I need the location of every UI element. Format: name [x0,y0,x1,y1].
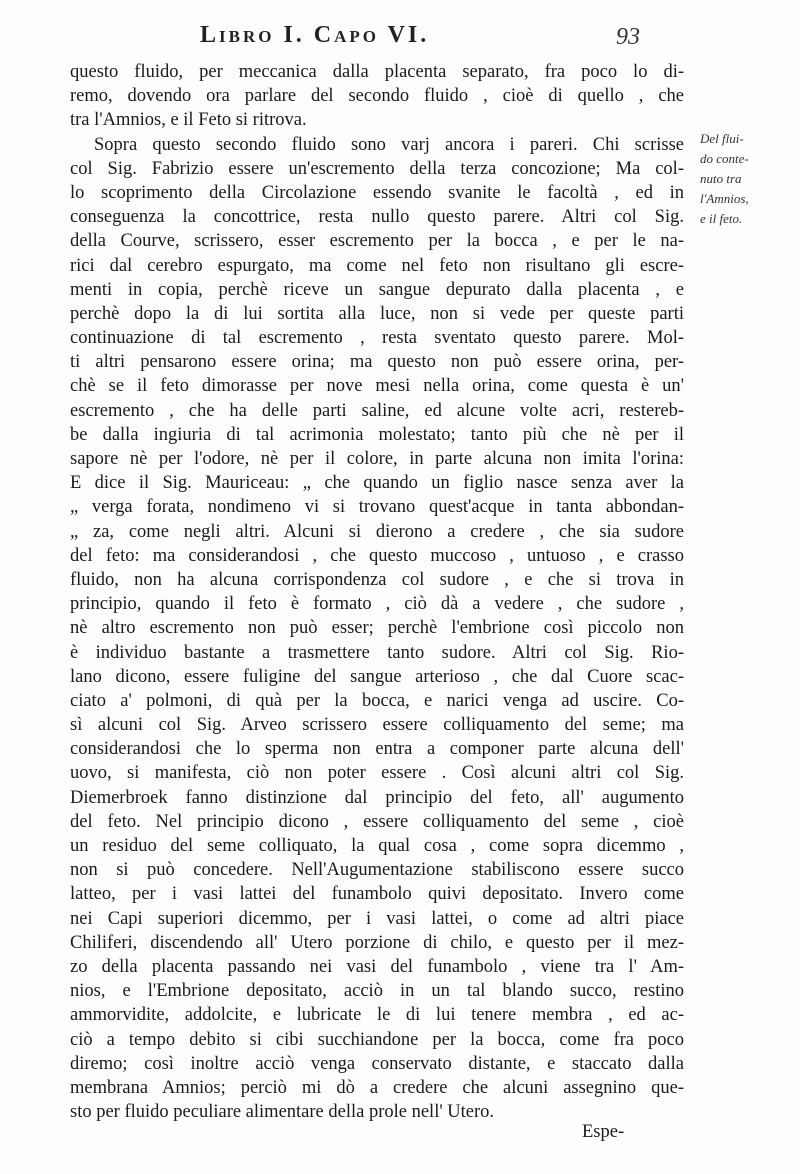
text-line: escremento , che ha delle parti saline, ed alcune volte acri, restereb- [70,400,684,421]
text-line: perchè dopo la di lui sortita alla luce, non si vede per queste parti [70,303,684,324]
text-line: lo scoprimento della Circolazione essendo svanite le facoltà , ed in [70,182,684,203]
text-line: principio, quando il feto è formato , ciò dà a vedere , che sudore , [70,594,684,615]
text-line: lano dicono, essere fuligine del sangue arterioso , che dal Cuore scac- [70,666,684,687]
page-number: 93 [616,24,640,50]
text-line: ti altri pensarono essere orina; ma questo non può essere orina, per- [70,352,684,373]
text-line: sapore nè per l'odore, nè per il colore, in parte alcuna non imita l'orina: [70,449,684,469]
text-line: diremo; così inoltre acciò venga conservato distante, e staccato dalla [70,1053,684,1074]
text-line: Diemerbroek fanno distinzione dal principio del feto, all' augumento [70,787,684,808]
margin-note-line: nuto tra [700,171,742,186]
text-line: questo fluido, per meccanica dalla placenta separato, fra poco lo di- [70,62,684,82]
running-title: Libro I. Capo VI. [200,22,430,48]
text-line: Sopra questo secondo fluido sono varj ancora i pareri. Chi scrisse [94,134,684,155]
margin-note-line: Del flui- [700,131,744,146]
text-line: membrana Amnios; perciò mi dò a credere che alcuni assegnino que- [70,1077,684,1098]
text-line: un residuo del seme colliquato, la qual cosa , come sopra dicemmo , [70,836,684,856]
text-line: non si può concedere. Nell'Augumentazione stabiliscono essere succo [70,860,684,881]
text-line: menti in copia, perchè riceve un sangue depurato dalla placenta , e [70,279,684,300]
text-line: zo della placenta passando nei vasi del funambolo , viene tra l' Am- [70,956,684,977]
main-text [70,60,684,1124]
text-line: della Courve, scrissero, esser escremento per la bocca , e per le na- [70,231,684,252]
text-line: latteo, per i vasi lattei del funambolo quivi depositato. Invero come [70,884,684,905]
text-line: nè altro escremento non può esser; perchè l'embrione così piccolo non [70,618,684,639]
text-line: è individuo bastante a trasmettere tanto sudore. Altri col Sig. Rio- [70,642,684,663]
margin-note-line: do conte- [700,151,749,166]
text-line: Chiliferi, discendendo all' Utero porzione di chilo, e questo per il mez- [70,932,684,953]
text-line: sì alcuni col Sig. Arveo scrissero essere colliquamento del seme; ma [70,715,684,736]
text-line: ammorvidite, addolcite, e lubricate le di lui tenere membra , ed ac- [70,1005,684,1026]
running-header [200,22,640,56]
text-line: remo, dovendo ora parlare del secondo fluido , cioè di quello , che [70,86,684,107]
text-line: sto per fluido peculiare alimentare della prole nell' Utero. [70,1102,495,1123]
text-line: „ verga forata, nondimeno vi si trovano quest'acque in tanta abbondan- [70,497,684,518]
text-line: col Sig. Fabrizio essere un'escremento della terza concozione; Ma col- [70,158,684,179]
text-line: conseguenza la concottrice, resta nullo questo parere. Altri col Sig. [70,207,684,228]
text-line: continuazione di tal escremento , resta sventato questo parere. Mol- [70,328,684,349]
text-line: ciò a tempo debito si cibi succhiandone per la bocca, come fra poco [70,1029,684,1050]
text-line: „ za, come negli altri. Alcuni si dierono a credere , che sia sudore [70,521,684,542]
text-line: E dice il Sig. Mauriceau: „ che quando un figlio nasce senza aver la [70,473,684,494]
text-line: be dalla ingiuria di tal acrimonia molestato; tanto più che nè per il [70,424,684,445]
text-line: chè se il feto dimorasse per nove mesi nella orina, come questa è un' [70,376,684,397]
text-line: tra l'Amnios, e il Feto si ritrova. [70,110,307,131]
text-line: ciato a' polmoni, di quà per la bocca, e narici venga ad uscire. Co- [70,690,684,711]
text-line: nios, e l'Embrione depositato, acciò in un tal blando succo, restino [70,981,684,1002]
text-line: uovo, si manifesta, ciò non poter essere . Così alcuni altri col Sig. [70,763,684,784]
margin-note-line: e il feto. [700,211,743,226]
margin-note-line: l'Amnios, [700,191,749,206]
text-line: fluido, non ha alcuna corrispondenza col sudore , e che si trova in [70,569,684,590]
text-line: del feto. Nel principio dicono , essere colliquamento del seme , cioè [70,811,684,832]
text-line: del feto: ma considerandosi , che questo muccoso , untuoso , e crasso [70,545,684,566]
margin-note [700,129,790,229]
text-line: nei Capi superiori dicemmo, per i vasi lattei, o come ad altri piace [70,908,684,929]
text-line: considerandosi che lo sperma non entra a componer parte alcuna dell' [70,739,684,760]
text-line: rici dal cerebro espurgato, ma come nel feto non risultano gli escre- [70,255,684,276]
catchword: Espe- [582,1122,625,1142]
